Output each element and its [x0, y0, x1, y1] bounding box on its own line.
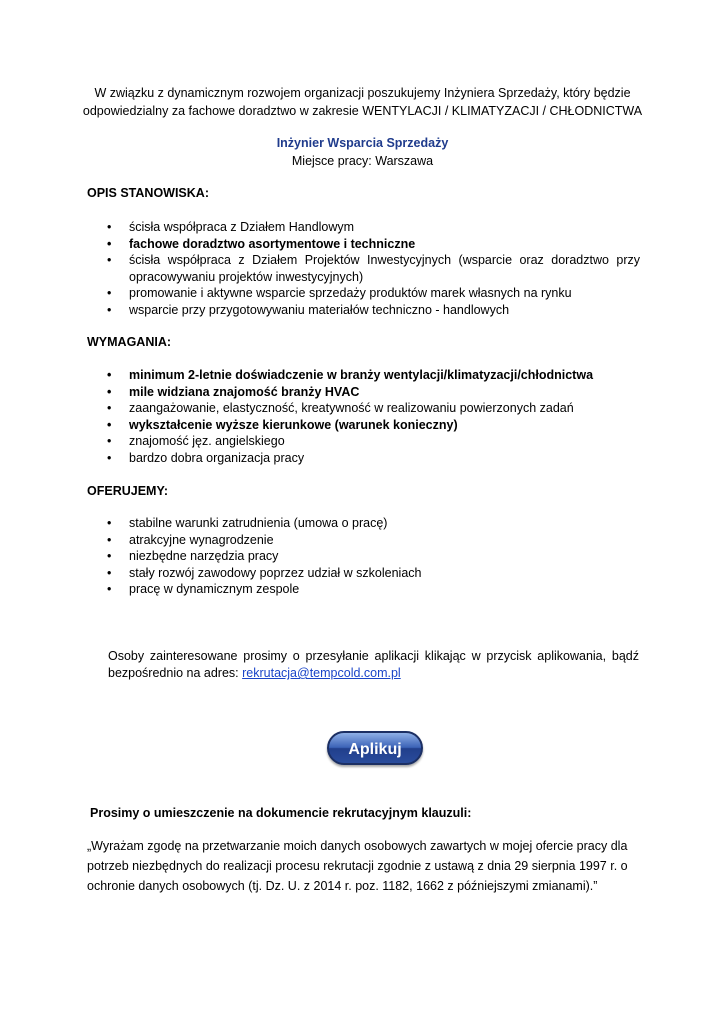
list-item: • fachowe doradztwo asortymentowe i techniczne	[87, 236, 640, 253]
offer-list	[87, 515, 640, 598]
requirements-list	[87, 367, 640, 466]
email-link[interactable]: rekrutacja@tempcold.com.pl	[242, 666, 401, 680]
list-item: • stabilne warunki zatrudnienia (umowa o pracę)	[87, 515, 640, 532]
list-item: • wykształcenie wyższe kierunkowe (warunek konieczny)	[87, 417, 640, 434]
consent-clause	[87, 836, 647, 896]
list-item: • minimum 2-letnie doświadczenie w branży wentylacji/klimatyzacji/chłodnictwa	[87, 367, 640, 384]
list-item: • stały rozwój zawodowy poprzez udział w szkoleniach	[87, 565, 640, 582]
list-item: • promowanie i aktywne wsparcie sprzedaży produktów marek własnych na rynku	[87, 285, 640, 302]
list-item: • mile widziana znajomość branży HVAC	[87, 384, 640, 401]
list-item: • pracę w dynamicznym zespole	[87, 581, 640, 598]
clause-line: „Wyrażam zgodę na przetwarzanie moich danych osobowych zawartych w mojej ofercie pracy dla	[87, 839, 628, 853]
clause-line: ochronie danych osobowych (tj. Dz. U. z 2014 r. poz. 1182, 1662 z późniejszymi zmianami).”	[87, 879, 598, 893]
apply-instructions	[108, 648, 639, 682]
list-item: • zaangażowanie, elastyczność, kreatywność w realizowaniu powierzonych zadań	[87, 400, 640, 417]
list-item: • atrakcyjne wynagrodzenie	[87, 532, 640, 549]
offer-heading: OFERUJEMY:	[87, 484, 169, 498]
list-item: • ścisła współpraca z Działem Handlowym	[87, 219, 640, 236]
apply-button[interactable]: Aplikuj	[327, 731, 423, 765]
job-location: Miejsce pracy: Warszawa	[291, 154, 434, 168]
clause-heading: Prosimy o umieszczenie na dokumencie rekrutacyjnym klauzuli:	[90, 806, 472, 820]
intro-line: odpowiedzialny za fachowe doradztwo w zakresie WENTYLACJI / KLIMATYZACJI / CHŁODNICTWA	[82, 104, 643, 118]
list-item: • wsparcie przy przygotowywaniu materiałów techniczno - handlowych	[87, 302, 640, 319]
clause-line: potrzeb niezbędnych do realizacji procesu rekrutacji zgodnie z ustawą z dnia 29 sierpnia 1997 r. o	[87, 859, 628, 873]
list-item: • znajomość jęz. angielskiego	[87, 433, 640, 450]
description-heading: OPIS STANOWISKA:	[87, 186, 209, 200]
requirements-heading: WYMAGANIA:	[87, 335, 172, 349]
list-item: • niezbędne narzędzia pracy	[87, 548, 640, 565]
list-item: • bardzo dobra organizacja pracy	[87, 450, 640, 467]
job-title: Inżynier Wsparcia Sprzedaży	[276, 136, 449, 150]
intro-paragraph	[60, 84, 665, 120]
list-item: • ścisła współpraca z Działem Projektów Inwestycyjnych (wsparcie oraz doradztwo przy opracowywaniu projektów inwestycyjnych)	[87, 252, 640, 285]
apply-text: Osoby zainteresowane prosimy o przesyłanie aplikacji klikając w przycisk aplikowania, bądź bezpośrednio na adres:	[108, 649, 639, 680]
intro-line: W związku z dynamicznym rozwojem organizacji poszukujemy Inżyniera Sprzedaży, który będzie	[94, 86, 631, 100]
description-list	[87, 219, 640, 318]
